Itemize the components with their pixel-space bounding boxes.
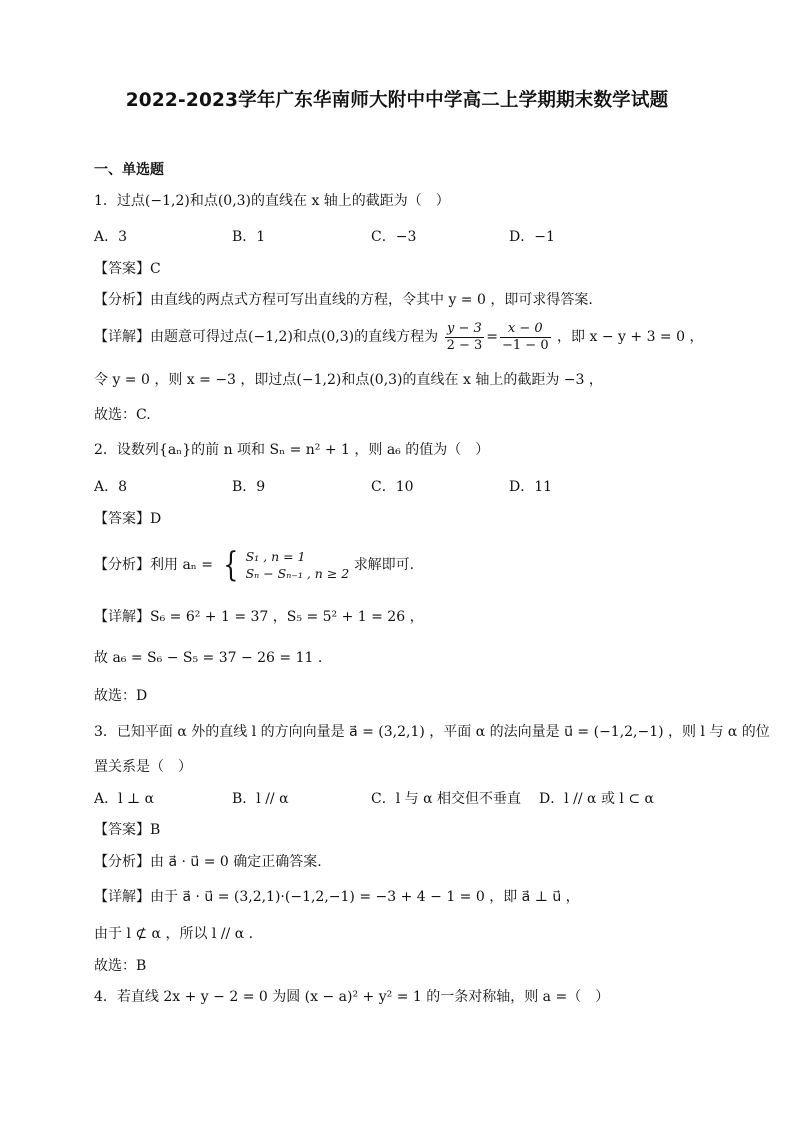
q3-option-a: A．l ⊥ α	[94, 791, 155, 807]
q2-analysis-suffix: 求解即可.	[353, 557, 415, 573]
q2-detail-line2: 故 a₆ = S₆ − S₅ = 37 − 26 = 11 .	[94, 650, 323, 666]
q2-option-c: C．10	[371, 479, 414, 495]
q1-analysis: 【分析】由直线的两点式方程可写出直线的方程，令其中 y = 0 ，即可求得答案.	[94, 292, 593, 308]
q1-detail-suffix: ，即 x − y + 3 = 0 ，	[557, 329, 704, 345]
q3-answer: 【答案】B	[94, 822, 161, 838]
q2-answer: 【答案】D	[94, 511, 162, 527]
q2-detail: 【详解】S₆ = 6² + 1 = 37 ，S₅ = 5² + 1 = 26 ，	[94, 609, 424, 625]
q2-case-1: S₁ , n = 1	[245, 549, 306, 564]
q1-detail: 【详解】由题意可得过点(−1,2)和点(0,3)的直线方程为 $\frac{y - 3}{2 - 3}$ = $\frac{x - 0}{-1 - 0}$ ，即 x − y + 3 = 0 ，	[94, 320, 704, 353]
q1-fraction-left	[445, 321, 485, 354]
q2-piecewise	[220, 543, 350, 587]
q2-case-2: Sₙ − Sₙ₋₁ , n ≥ 2	[245, 566, 350, 581]
q1-option-d: D．−1	[509, 229, 555, 245]
q3-option-b: B．l // α	[232, 791, 289, 807]
q1-fraction-right	[500, 321, 551, 354]
q1-frac1-numerator: y − 3	[445, 321, 485, 338]
q2-option-a: A．8	[94, 479, 128, 495]
q3-detail-line2: 由于 l ⊄ α ，所以 l // α .	[94, 926, 254, 942]
q1-option-a: A．3	[94, 229, 128, 245]
q3-stem-line2: 置关系是（ ）	[94, 759, 192, 775]
q1-detail-line2: 令 y = 0 ，则 x = −3 ，即过点(−1,2)和点(0,3)的直线在 x 轴上的截距为 −3 ，	[94, 372, 603, 388]
q1-frac2-denominator: −1 − 0	[502, 337, 549, 353]
q1-frac2-numerator: x − 0	[500, 321, 551, 338]
q1-option-c: C．−3	[371, 229, 417, 245]
q3-analysis: 【分析】由 a⃗ · u⃗ = 0 确定正确答案.	[94, 854, 322, 870]
page-title: 2022-2023学年广东华南师大附中中学高二上学期期末数学试题	[125, 90, 669, 111]
q3-option-d: D．l // α 或 l ⊂ α	[539, 791, 654, 807]
q3-choose: 故选：B	[94, 958, 147, 974]
q2-analysis	[94, 543, 704, 587]
q1-frac1-denominator: 2 − 3	[446, 337, 483, 353]
q1-choose: 故选：C.	[94, 407, 151, 423]
left-brace-icon: {	[222, 545, 238, 585]
q1-answer: 【答案】C	[94, 261, 161, 277]
q1-detail-prefix: 【详解】由题意可得过点(−1,2)和点(0,3)的直线方程为	[94, 329, 439, 345]
q3-stem-line1: 3．已知平面 α 外的直线 l 的方向向量是 a⃗ = (3,2,1) ，平面 α 的法向量是 u⃗ = (−1,2,−1) ，则 l 与 α 的位	[94, 724, 770, 740]
q2-analysis-prefix: 【分析】利用 aₙ =	[94, 557, 214, 573]
q2-choose: 故选：D	[94, 688, 148, 704]
section-heading: 一、单选题	[94, 162, 164, 178]
q2-stem: 2．设数列{aₙ}的前 n 项和 Sₙ = n² + 1 ，则 a₆ 的值为（ ）	[94, 442, 490, 458]
q4-stem: 4．若直线 2x + y − 2 = 0 为圆 (x − a)² + y² = 1 的一条对称轴，则 a =（ ）	[94, 989, 610, 1005]
q3-option-c: C．l 与 α 相交但不垂直	[371, 791, 521, 807]
q2-piecewise-rows	[246, 548, 350, 582]
q1-option-b: B．1	[232, 229, 266, 245]
q1-stem: 1．过点(−1,2)和点(0,3)的直线在 x 轴上的截距为（ ）	[94, 193, 450, 209]
q2-option-d: D．11	[509, 479, 553, 495]
q2-option-b: B．9	[232, 479, 266, 495]
q3-detail: 【详解】由于 a⃗ · u⃗ = (3,2,1)·(−1,2,−1) = −3 + 4 − 1 = 0 ，即 a⃗ ⊥ u⃗ ，	[94, 889, 580, 905]
